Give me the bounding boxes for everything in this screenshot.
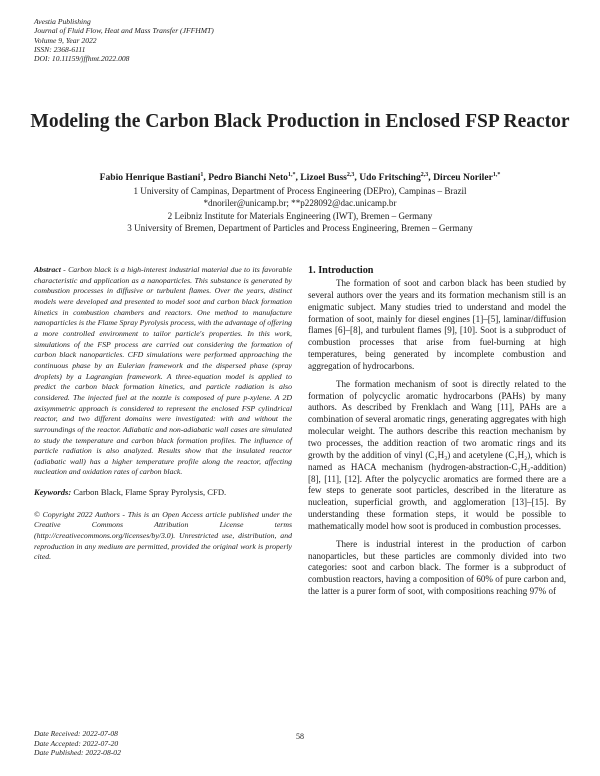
- author: [433, 172, 500, 183]
- doi: DOI: 10.11159/jffhmt.2022.008: [34, 54, 130, 64]
- paper-title: Modeling the Carbon Black Production in Enclosed FSP Reactor: [30, 111, 570, 132]
- affiliation-line: 2 Leibniz Institute for Materials Engineering (IWT), Bremen – Germany: [167, 210, 433, 221]
- journal-name: Journal of Fluid Flow, Heat and Mass Transfer (JFFHMT): [34, 26, 214, 36]
- affiliation-line: 1 University of Campinas, Department of Process Engineering (DEPro), Campinas – Brazil: [133, 186, 467, 196]
- affiliations: [0, 185, 600, 234]
- author-separator: ,: [203, 172, 209, 184]
- author: [100, 172, 209, 183]
- affiliation-line: 3 University of Bremen, Department of Particles and Process Engineering, Bremen – Germany: [127, 222, 473, 233]
- body-paragraph: The formation of soot and carbon black has been studied by several authors over the years and its formation mechanism still is an enigmatic subject. Many studies tried to understand and model the formation of soot, mainly for diesel engines [1]–[5], laminar/diffusion flames [6]–[8], and turbulent flames [9], [10]. Soot is a subproduct of combustion processes that arise from fuel-burning at high temperatures, being generated by incomplete combustion and aggregation of hydrocarbons.: [308, 278, 566, 371]
- author: [300, 172, 359, 183]
- author-name: Pedro Bianchi Neto: [208, 172, 288, 184]
- author-name: Fabio Henrique Bastiani: [99, 172, 201, 184]
- author-affiliation-mark: 2,3: [346, 172, 355, 178]
- publisher: Avestia Publishing: [34, 17, 91, 26]
- author-separator: ,: [295, 172, 301, 184]
- author-name: Lizoel Buss: [300, 172, 347, 184]
- left-column: [34, 265, 292, 563]
- author-name: Udo Fritsching: [359, 172, 421, 184]
- author-affiliation-mark: 2,3: [420, 172, 429, 178]
- author-affiliation-mark: 1,*: [492, 172, 501, 178]
- author-separator: ,: [428, 172, 434, 184]
- copyright-notice: © Copyright 2022 Authors - This is an Open Access article published under the Creative Commons Attribution License terms (http://creativecommons.org/licenses/by/3.0). Unrestricted use, distribution, and reproduction in any medium are permitted, provided the original work is properly cited.: [34, 509, 292, 562]
- author-affiliation-mark: 1,*: [287, 172, 296, 178]
- keywords-text: Carbon Black, Flame Spray Pyrolysis, CFD.: [71, 487, 227, 498]
- abstract: [34, 265, 292, 478]
- keywords: [34, 487, 292, 498]
- abstract-label: Abstract: [34, 265, 61, 274]
- page-number: 58: [296, 732, 304, 741]
- journal-metadata: [34, 17, 214, 63]
- author: [359, 172, 433, 183]
- abstract-text: - Carbon black is a high-interest industrial material due to its favorable characteristic and application as a nanoparticles. This substance is generated by combustion processes in diffusive or turbulent flames. Over the years, distinct models were developed and presented to model soot and carbon black formation kinetics in combustion chambers and reactors. One method to manufacture nanoparticles is the Flame Spray Pyrolysis process, with the advantage of offering a more controlled environment to tailor particle's properties. In this work, simulations of the FSP process are carried out considering the formation of carbon black nanoparticles. CFD simulations were performed approaching the continuous phase by an Eulerian framework and the dispersed phase (spray droplets) by a Lagrangian framework. A three-equation model is applied to predict the carbon black formation kinetics, and particle radiation is also considered. The injected fuel at the nozzle is composed of pure p-xylene. A 2D axisymmetric approach is considered to represent the enclosed FSP cylindrical reactor, and two different domains were investigated: with and without the surroundings of the reactor. Adiabatic and non-adiabatic wall cases are simulated to study the temperature and carbon black formation profiles. The influence of particle radiation is also analyzed. Results show that the insulated reactor (adiabatic wall) has a higher temperature profile along the reactor, affecting nucleation and oxidation rates of carbon black.: [34, 265, 292, 477]
- right-column: [308, 264, 566, 604]
- date-received: Date Received: 2022-07-08: [34, 729, 118, 738]
- body-paragraph: There is industrial interest in the production of carbon nanoparticles, but these particles are commonly divided into two categories: soot and carbon black. The former is a subproduct of combustion reactors, having a composition of 60% of pure carbon and, the latter is a purer form of soot, with compositions reaching 97% of: [308, 538, 566, 597]
- keywords-label: Keywords:: [34, 487, 72, 498]
- author-affiliation-mark: 1: [200, 172, 204, 178]
- author: [208, 172, 300, 183]
- author-list: [0, 172, 600, 183]
- body-paragraph: The formation mechanism of soot is directly related to the formation of polycyclic aromatic hydrocarbons (PAHs) by many authors. As described by Frenklach and Wang [11], PAHs are a combination of several aromatic rings, generating aggregates with high molecular weight. The authors describe this reaction mechanism by two processes, the addition reaction of two aromatic rings and its growth by the addition of vinyl (C₂H₃) and acetylene (C₂H₂), which is named as HACA mechanism (hydrogen-abstraction-C₂H₂-addition) [8], [11], [12]. After the polycyclic aromatics are formed there are a few steps to generate soot particles, described in the literature as nucleation, superficial growth, and agglomeration [13]–[15]. By understanding these formation steps, it would be possible to mathematically model how soot is produced in combustion processes.: [308, 378, 566, 531]
- volume-year: Volume 9, Year 2022: [34, 35, 97, 45]
- date-accepted: Date Accepted: 2022-07-20: [34, 738, 119, 748]
- affiliation-line: *dnoriler@unicamp.br; **p228092@dac.unicamp.br: [203, 198, 397, 209]
- author-name: Dirceu Noriler: [433, 172, 493, 184]
- section-heading: 1. Introduction: [308, 265, 374, 276]
- date-published: Date Published: 2022-08-02: [34, 748, 121, 758]
- author-separator: ,: [354, 172, 360, 184]
- issn: ISSN: 2368-6111: [34, 44, 86, 54]
